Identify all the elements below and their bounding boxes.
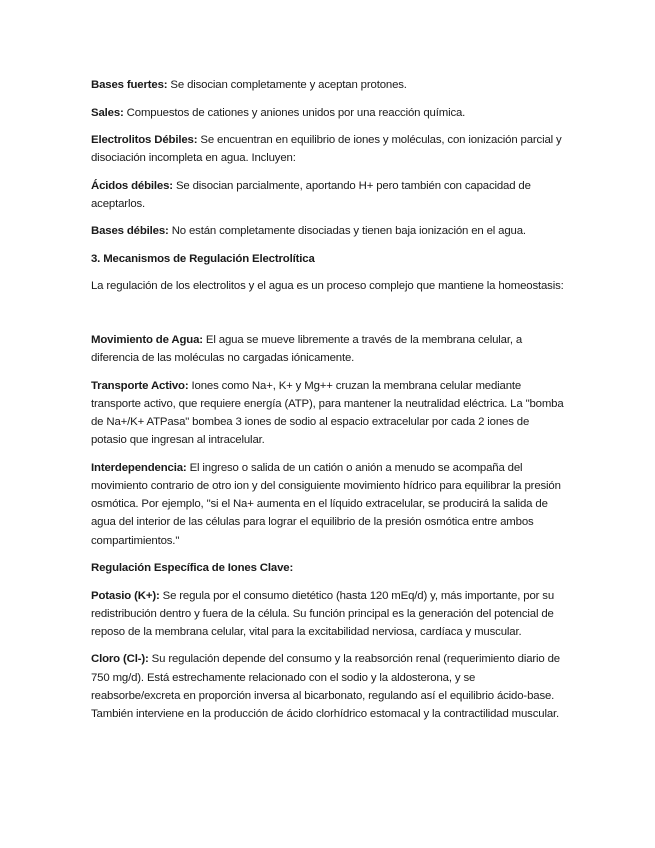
definition: No están completamente disociadas y tienen baja ionización en el agua. <box>168 225 526 238</box>
section-heading: 3. Mecanismos de Regulación Electrolítica <box>91 252 315 265</box>
paragraph-electrolitos-debiles <box>91 131 566 167</box>
intro-paragraph: La regulación de los electrolitos y el agua es un proceso complejo que mantiene la homeostasis: <box>91 280 564 293</box>
paragraph-bases-fuertes <box>91 76 566 94</box>
paragraph-transporte-activo <box>91 377 566 450</box>
term: Bases débiles: <box>91 225 169 238</box>
definition: Compuestos de cationes y aniones unidos por una reacción química. <box>123 106 466 119</box>
definition: Se disocian completamente y aceptan protones. <box>167 79 407 91</box>
term: Interdependencia: <box>91 461 187 474</box>
term: Ácidos débiles: <box>91 179 173 192</box>
paragraph-bases-debiles <box>91 222 566 240</box>
blank-spacer <box>91 305 566 331</box>
paragraph-acidos-debiles <box>91 177 566 213</box>
document-page <box>91 76 566 733</box>
term: Potasio (K+): <box>91 589 160 602</box>
term: Cloro (Cl-): <box>91 653 149 666</box>
term: Transporte Activo: <box>91 379 189 392</box>
definition: El ingreso o salida de un catión o anión a menudo se acompaña del movimiento contrario de otro ion y del consiguiente movimiento hídrico para equilibrar la presión osmótica. Por ejemplo, "si el Na+ aumenta en el líquido extracelular, se producirá la salida de agua del interior de las células para lograr el equilibrio de la presión osmótica entre ambos compartimientos." <box>91 461 561 547</box>
term: Bases fuertes: <box>91 79 168 91</box>
definition: Iones como Na+, K+ y Mg++ cruzan la membrana celular mediante transporte activo, que requiere energía (ATP), para mantener la neutralidad eléctrica. La "bomba de Na+/K+ ATPasa" bombea 3 iones de sodio al espacio extracelular por cada 2 iones de potasio que ingresan al intracelular. <box>91 379 564 447</box>
paragraph-cloro <box>91 650 566 723</box>
definition: El agua se mueve libremente a través de la membrana celular, a diferencia de las moléculas no cargadas iónicamente. <box>91 333 523 365</box>
subheading: Regulación Específica de Iones Clave: <box>91 562 294 575</box>
definition: Su regulación depende del consumo y la reabsorción renal (requerimiento diario de 750 mg/d). Está estrechamente relacionado con el sodio y la aldosterona, y se reabsorbe/excreta en proporción inversa al bicarbonato, regulando así el equilibrio ácido-base. También interviene en la producción de ácido clorhídrico estomacal y la contractilidad muscular. <box>91 653 560 721</box>
definition: Se regula por el consumo dietético (hasta 120 mEq/d) y, más importante, por su redistribución dentro y fuera de la célula. Su función principal es la generación del potencial de reposo de la membrana celular, vital para la excitabilidad nerviosa, cardíaca y muscular. <box>91 589 555 638</box>
term: Sales: <box>91 106 124 119</box>
paragraph-sales <box>91 104 566 122</box>
term: Electrolitos Débiles: <box>91 134 198 146</box>
paragraph-interdependencia <box>91 459 566 550</box>
term: Movimiento de Agua: <box>91 333 203 346</box>
definition: Se encuentran en equilibrio de iones y moléculas, con ionización parcial y disociación incompleta en agua. Incluyen: <box>91 134 562 165</box>
paragraph-movimiento-agua <box>91 331 566 367</box>
definition: Se disocian parcialmente, aportando H+ pero también con capacidad de aceptarlos. <box>91 179 531 210</box>
paragraph-potasio <box>91 587 566 642</box>
